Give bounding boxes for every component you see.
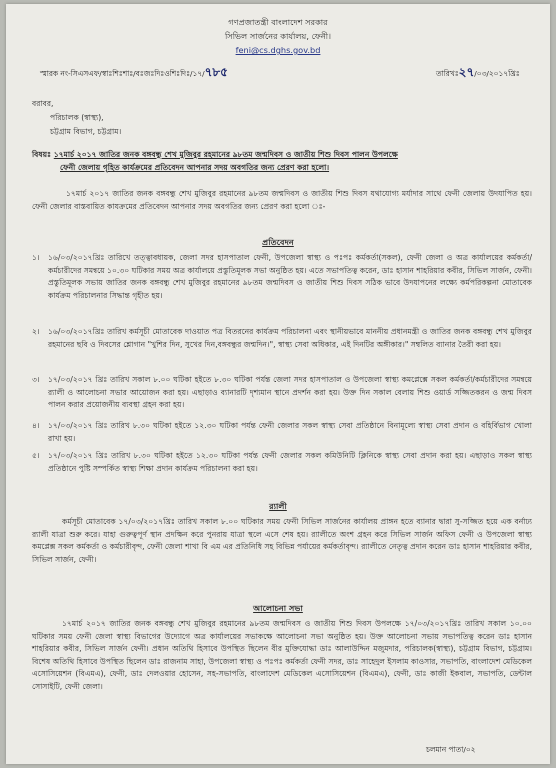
report-item <box>32 450 532 475</box>
subject-text-1: ১৭মার্চ ২০১৭ জাতির জনক বঙ্গবন্ধু শেখ মুজিবুর রহমানের ৯৮তম জন্মদিবস ও জাতীয় শিশু দিবস পালন উপলক্ষে <box>53 150 398 159</box>
item-number: ৩। <box>32 375 40 384</box>
item-text: ১৬/০৩/২০১৭খ্রিঃ তারিখ কর্মসূচী মোতাবেক দাওয়াত পত্র বিতরনের কার্যক্রম পরিচালনা এবং স্থানীয়ভাবে মাননীয় প্রধানমন্ত্রী ও জাতির জনক বঙ্গবন্ধু শেখ মুজিবুর রহমানের ছবি ও দিবসের শ্লোগান "খুশির দিন, সুখের দিন,বঙ্গবন্ধুর জন্মদিন।", স্বাস্থ্য সেবা অধিকার, এই দিনটির অঙ্গীকার।" সম্বলিত ব্যানার তৈরী করা হয়। <box>48 327 532 349</box>
report-title: প্রতিবেদন <box>262 237 294 247</box>
recipient-title: পরিচালক (স্বাস্থ্য), <box>50 113 104 122</box>
rally-title: র‍্যালী <box>269 501 287 511</box>
meeting-paragraph: ১৭মার্চ ২০১৭ জাতির জনক বঙ্গবন্ধু শেখ মুজিবুর রহমানের ৯৮তম জন্মদিবস ও জাতীয় শিশু দিবস উপলক্ষে ১৭/০৩/২০১৭খ্রিঃ তারিখ সকাল ১০.০০ ঘটিকার সময় ফেনী জেলা স্বাস্থ্য বিভাগের উদ্যোগে অত্র কার্যালয়ের সভাকক্ষে আলোচনা সভা অনুষ্ঠিত হয়। উক্ত আলোচনা সভায় সভাপতিত্ব করেন ডাঃ হাসান শাহরিয়ার কবীর, সিভিল সার্জন ফেনী। প্রধান অতিথি হিসাবে উপস্থিত ছিলেন বীর মুক্তিযোদ্ধা ডাঃ আলাউদ্দিন মজুমদার, পরিচালক(স্বাস্থ্য), চট্টগ্রাম বিভাগ, চট্টগ্রাম। বিশেষ অতিথি হিসাবে উপস্থিত ছিলেন ডাঃ রাজনাম সাহা, উপজেলা স্বাস্থ্য ও পঃপঃ কর্মকর্তা ফেনী সদর, ডাঃ সাহেদুল ইসলাম কাওসার, সভাপতি, বাংলাদেশ মেডিকেল এসোসিয়েশন (বিএমএ), ফেনী, ডাঃ দেলওয়ার হোসেন, সহ-সভাপতি, বাংলাদেশ মেডিকেল এসোসিয়েশন (বিএমএ), ফেনী, ডাঃ কাজী ইকবাল, সভাপতি, ডেন্টাল সোসাইটি, ফেনী জেলা। <box>32 619 532 691</box>
subject-text-2: ফেনী জেলায় গৃহিত কার্যক্রমের প্রতিবেদন আপনার সদয় অবগতির জন্য প্রেরণ করা হলো। <box>60 162 330 172</box>
item-text: ১৭/০৩/২০১৭ খ্রিঃ তারিখ সকাল ৮.০০ ঘটিকা হইতে ৮.৩০ ঘটিকা পর্যন্ত জেলা সদর হাসপাতাল ও উপজেলা স্বাস্থ্য কমপ্লেক্সে সকল কর্মকর্তা/কর্মচারীদের সমন্বয়ে র‍্যালী ও আলোচনা সভার আয়োজন করা হয়। এছাড়াও ব্যানারটি দৃশ্যমান স্থানে প্রদর্শন করা হয়। উক্ত দিন সকাল বেলায় শিশু ওয়ার্ড সজ্জিতকরন ও জন্ম দিবস পালন করার প্রয়োজনীয় ব্যবস্থা গ্রহন করা হয়। <box>48 375 532 410</box>
memo-date <box>436 66 546 81</box>
memo-ref-handwritten: ৭৮৫ <box>204 65 228 79</box>
subject-line <box>32 149 532 174</box>
item-number: ৪। <box>32 421 40 430</box>
report-item <box>32 252 532 302</box>
recipient-block <box>32 97 532 139</box>
memo-ref: স্মারক নং-সিএসএফ/স্বাঃশিঃশাঃ/বঃজঃদিঃওশিঃদিঃ/১৭/ <box>40 69 205 78</box>
report-item <box>32 326 532 351</box>
item-number: ১। <box>32 253 40 262</box>
date-rest: /০৩/২০১৭খ্রিঃ <box>474 69 520 78</box>
date-handwritten: ২৭ <box>458 65 475 79</box>
subject-label: বিষয়ঃ <box>32 150 52 159</box>
item-text: ১৬/০৩/২০১৭খ্রিঃ তারিখে তত্ত্বাবধায়ক, জেলা সদর হাসপাতাল ফেনী, উপজেলা স্বাস্থ্য ও পঃপঃ কর্মকর্তা(সকল), ফেনী জেলা ও অত্র কার্যালয়ের কর্মকর্তা/কর্মচারীদের সমন্বয়ে ১০.৩০ ঘটিকার সময় অত্র কার্যালয়ে প্রস্তুতিমূলক সভা অনুষ্ঠিত হয়। এতে সভাপতিত্ব করেন, ডাঃ হাসান শাহরিয়ার কবীর, সিভিল সার্জন, ফেনী। প্রস্তুতিমূলক সভায় জাতির জনক বঙ্গবন্ধু শেখ মুজিবুর রহমানের ৯৮তম জন্মদিবস ও জাতীয় শিশু দিবস সঠিক ভাবে উদযাপনের লক্ষ্যে কর্মপরিকল্পনা মোতাবেক কার্যক্রম পরিচালনার সিদ্ধান্ত গৃহীত হয়। <box>48 253 532 300</box>
email-line <box>6 44 550 57</box>
item-text: ১৭/০৩/২০১৭ খ্রিঃ তারিখ ৮.৩০ ঘটিকা হইতে ১২.৩০ ঘটিকা পর্যন্ত ফেনী জেলার সকল কমিউনিটি ক্লিনিকে স্বাস্থ্য সেবা প্রদান করা হয়। এছাড়াও সকল স্বাস্থ্য প্রতিষ্ঠানে পুষ্টি সম্পর্কিত স্বাস্থ্য শিক্ষা প্রদান কার্যক্রম পরিচালনা করা হয়। <box>48 451 532 473</box>
document-page <box>6 4 550 764</box>
report-item <box>32 420 532 445</box>
meeting-title: আলোচনা সভা <box>253 603 303 613</box>
recipient-address: চট্টগ্রাম বিভাগ, চট্টগ্রাম। <box>50 127 122 136</box>
item-number: ২। <box>32 327 40 336</box>
report-item <box>32 374 532 412</box>
date-label: তারিখঃ <box>436 69 459 78</box>
office-email: feni@cs.dghs.gov.bd <box>235 45 321 55</box>
memo-number <box>40 66 440 81</box>
item-text: ১৭/০৩/২০১৭ খ্রিঃ তারিখ ৮.৩০ ঘটিকা হইতে ১২.৩০ ঘটিকা পর্যন্ত ফেনী জেলার সকল স্বাস্থ্য সেবা প্রতিষ্ঠানে বিনামূল্যে স্বাস্থ্য সেবা প্রদান ও বহির্বিভাগ খোলা রাখা হয়। <box>48 421 532 443</box>
continued-page-note: চলমান পাতা/০২ <box>426 745 476 754</box>
salutation: বরাবর, <box>32 99 54 108</box>
office-heading: সিভিল সার্জনের কার্যালয়, ফেনী। <box>224 31 332 41</box>
govt-heading: গণপ্রজাতন্ত্রী বাংলাদেশ সরকার <box>228 17 328 27</box>
rally-paragraph: কর্মসূচী মোতাবেক ১৭/০৩/২০১৭খ্রিঃ তারিখ সকাল ৮.০০ ঘটিকার সময় ফেনী সিভিল সার্জনের কার্যালয় প্রাঙ্গন হতে ব্যানার দ্বারা সু-সজ্জিত হয়ে এক বর্নাঢ্য র‍্যালী যাত্রা শুরু করে। যাহা গুরুত্বপূর্ণ স্থান প্রদক্ষিন করে পুনরায় যাত্রা স্থলে এসে শেষ হয়। র‍্যালীতে অংশ গ্রহন করে সিভিল সার্জন অফিস ফেনী ও উপজেলা স্বাস্থ্য কমপ্লেক্স সকল কর্মকর্তা ও কর্মচারীবৃন্দ, ফেনী জেলা শাখা বি এম এর প্রতিনিধি সহ বিভিন্ন পর্যায়ের কর্মকর্তাবৃন্দ। র‍্যালীতে নেতৃত্ব প্রদান করেন ডাঃ হাসান শাহরিয়ার কবীর, সিভিল সার্জন, ফেনী। <box>32 517 532 564</box>
item-number: ৫। <box>32 451 40 460</box>
intro-paragraph: ১৭মার্চ ২০১৭ জাতির জনক বঙ্গবন্ধু শেখ মুজিবুর রহমানের ৯৮তম জন্মদিবস ও জাতীয় শিশু দিবস যথাযোগ্য মর্যাদার সাথে ফেনী জেলায় উদযাপিত হয়। ফেনী জেলার বাস্তবায়িত কাযক্রমের প্রতিবেদন আপনার সদয় অবগতির জন্য প্রেরণ করা হলো ঃ- <box>32 189 532 211</box>
